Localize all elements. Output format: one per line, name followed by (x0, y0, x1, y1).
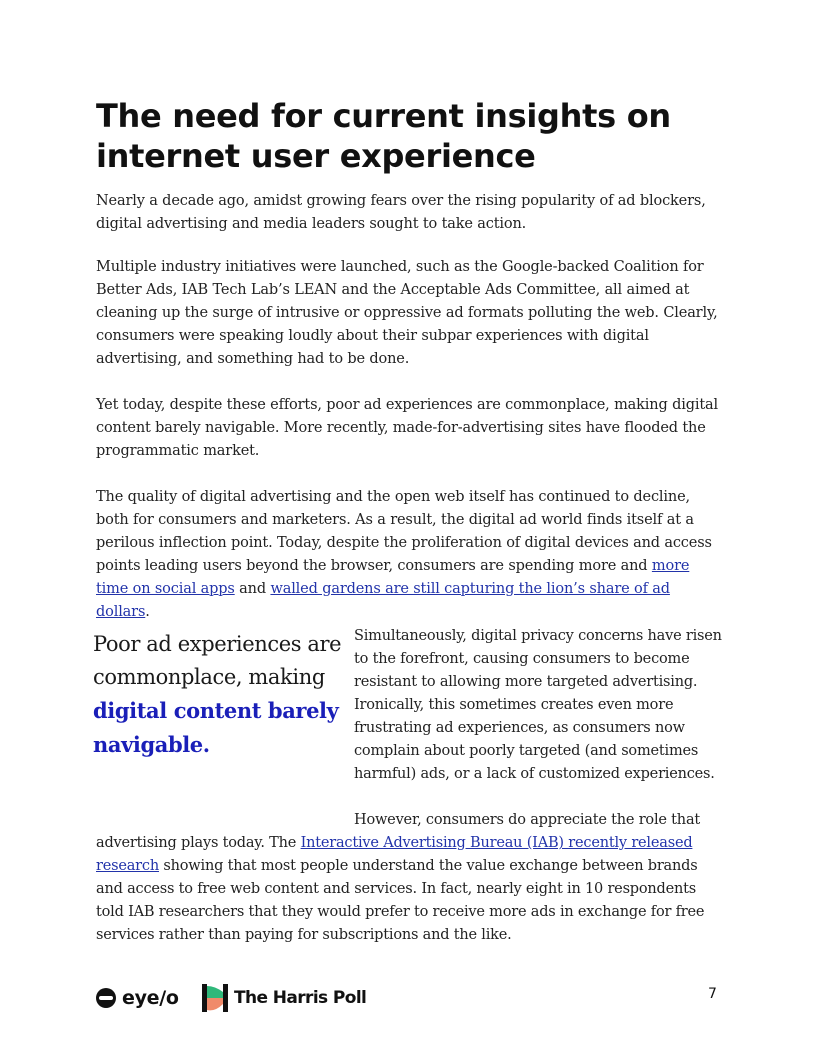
page-number: 7 (708, 986, 717, 1002)
pull-quote-text: Poor ad experiences are commonplace, making (93, 632, 342, 689)
paragraph-quality-text: The quality of digital advertising and the open web itself has continued to decline, both for consumers and marketers. As a result, the digital ad world finds itself at a perilous inflection point. Today, despite the proliferation of digital devices and access points leading users beyond the browser, consumers are spending more and (96, 489, 712, 574)
link-walled-gardens[interactable]: walled gardens are still capturing the lion’s share of ad dollars (96, 581, 670, 620)
page-title: The need for current insights on internet user experience (96, 97, 671, 175)
harris-poll-logo (202, 984, 366, 1012)
paragraph-quality-end: . (145, 604, 150, 620)
paragraph-quality (96, 486, 720, 624)
paragraph-appreciate-first-line: However, consumers do appreciate the role that (354, 812, 701, 828)
eyeo-eye-icon (96, 988, 116, 1008)
paragraph-appreciate (96, 832, 724, 947)
paragraph-privacy: Simultaneously, digital privacy concerns have risen to the forefront, causing consumers to become resistant to allowing more targeted advertising. Ironically, this sometimes creates even more frustrating ad experiences, as consumers now complain about poorly targeted (and sometimes harmful) ads, or a lack of customized experiences. (354, 628, 722, 782)
paragraph-quality-connector: and (234, 581, 271, 597)
eyeo-logo (96, 985, 179, 1011)
link-iab-research[interactable]: Interactive Advertising Bureau (IAB) recently released research (96, 835, 693, 874)
paragraph-initiatives: Multiple industry initiatives were launched, such as the Google-backed Coalition for Better Ads, IAB Tech Lab’s LEAN and the Acceptable Ads Committee, all aimed at cleaning up the surge of intrusive or oppressive ad formats polluting the web. Clearly, consumers were speaking loudly about their subpar experiences with digital advertising, and something had to be done. (96, 259, 718, 367)
paragraph-appreciate-text: advertising plays today. The (96, 835, 301, 851)
pull-quote (93, 628, 343, 762)
pull-quote-highlight: digital content barely navigable. (93, 698, 339, 757)
eyeo-logo-text: eye/o (122, 987, 179, 1009)
link-social-apps[interactable]: more time on social apps (96, 558, 690, 597)
harris-poll-icon (202, 984, 228, 1012)
paragraph-intro: Nearly a decade ago, amidst growing fears over the rising popularity of ad blockers, digital advertising and media leaders sought to take action. (96, 193, 706, 232)
paragraph-appreciate-rest: showing that most people understand the value exchange between brands and access to free web content and services. In fact, nearly eight in 10 respondents told IAB researchers that they would prefer to receive more ads in exchange for free services rather than paying for subscriptions and the like. (96, 858, 705, 943)
paragraph-today: Yet today, despite these efforts, poor ad experiences are commonplace, making digital content barely navigable. More recently, made-for-advertising sites have flooded the programmatic market. (96, 397, 718, 459)
harris-poll-logo-text: The Harris Poll (234, 988, 367, 1008)
